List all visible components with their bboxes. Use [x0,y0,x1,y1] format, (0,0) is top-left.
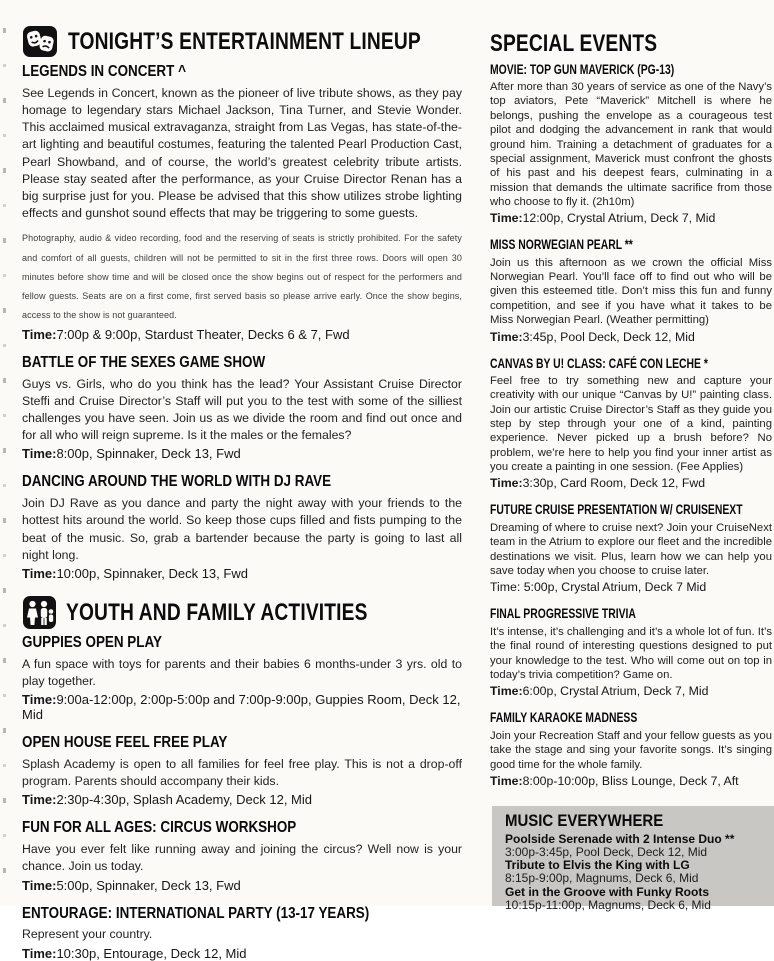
event-fine-print: Photography, audio & video recording, food and the reserving of seats is strictly prohibited. For the safety and comfort of all guests, children will not be permitted to sit in the first three rows. Doors will open 30 minutes before show time and will be closed once the show begins out of respect for the performers and fellow guests. Seats are on a first come, first served basis so please arrive early. Once the show begins, access to the show is not guaranteed. [22,233,462,320]
event [490,501,772,594]
event [22,904,462,961]
music-entry-name: Poolside Serenade with 2 Intense Duo ** [505,831,735,846]
event-time [22,792,462,807]
event-time [490,684,772,698]
event-description: After more than 30 years of service as one of the Navy’s top aviators, Pete “Maverick” Mitchell is where he belongs, pushing the envelope as a courageous test pilot and dodging the advancement in rank that would ground him. Training a detachment of graduates for a special assignment, Maverick must confront the ghosts of his past and his deepest fears, culminating in a mission that demands the ultimate sacrifice from those who choose to fly it. (2h10m) [490,81,772,208]
time-value: 9:00a-12:00p, 2:00p-5:00p and 7:00p-9:00p, Guppies Room, Deck 12, Mid [22,692,461,723]
event-title: MOVIE: TOP GUN MAVERICK (PG-13) [490,61,675,77]
event-description: See Legends in Concert, known as the pioneer of live tribute shows, as they pay homage to legendary stars Michael Jackson, Tina Turner, and Stevie Wonder. This acclaimed musical extravaganza, straight from Las Vegas, has state-of-the-art lighting and beautiful costumes, featuring the talented Pearl Production Cast, Pearl Showband, and of course, the world’s greatest celebrity tribute artists. Please stay seated after the performance, as your Cruise Director Renan has a big surprise just for you. Please be advised that this show utilizes strobe lighting effects and gunshot sound effects that may be triggering to some guests. [22,85,462,221]
event-title: FAMILY KARAOKE MADNESS [490,710,638,726]
time-value: 10:00p, Spinnaker, Deck 13, Fwd [56,566,248,582]
event-title: MISS NORWEGIAN PEARL ** [490,237,633,253]
event-title: GUPPIES OPEN PLAY [22,634,162,652]
event-time: Time: 5:00p, Crystal Atrium, Deck 7 Mid [490,580,707,595]
time-label: Time: [490,211,523,226]
event-title: ENTOURAGE: INTERNATIONAL PARTY (13-17 YEARS) [22,904,370,922]
event-title: DANCING AROUND THE WORLD WITH DJ RAVE [22,473,332,491]
time-label: Time: [22,945,57,961]
event-time [22,566,462,581]
event [22,472,462,581]
music-entry-name: Get in the Groove with Funky Roots [505,884,710,899]
time-value: 12:00p, Crystal Atrium, Deck 7, Mid [522,211,716,226]
music-entry-time: 10:15p-11:00p, Magnums, Deck 6, Mid [505,897,711,912]
time-label: Time: [490,684,523,699]
event-description: Join your Recreation Staff and your fellow guests as you take the stage and sing your favorite songs. It’s singing good time for the whole family. [490,729,772,771]
event-title: OPEN HOUSE FEEL FREE PLAY [22,734,228,752]
event-time [22,878,462,893]
event-time [490,330,772,344]
event-time [22,692,462,722]
section-title: YOUTH AND FAMILY ACTIVITIES [66,598,368,626]
event [22,62,462,342]
section-header [22,595,462,630]
time-label: Time: [22,326,57,342]
time-value: 3:30p, Card Room, Deck 12, Fwd [522,476,706,491]
left-column [22,24,462,961]
event-description: Join DJ Rave as you dance and party the night away with your friends to the hottest hits around the world. So keep those cups filled and fists pumping to the beat of the music. So, grab a bartender because the party is going to last all night long. [22,496,462,562]
event-title: FUTURE CRUISE PRESENTATION W/ CRUISENEXT [490,502,743,518]
event-description: Have you ever felt like running away and joining the circus? Well now is your chance. Join us today. [22,842,462,874]
music-everywhere-title: MUSIC EVERYWHERE [505,811,664,830]
music-entry-time: 3:00p-3:45p, Pool Deck, Deck 12, Mid [505,844,708,859]
time-label: Time: [22,877,57,893]
event-title: LEGENDS IN CONCERT ^ [22,63,186,80]
event-description: Dreaming of where to cruise next? Join your CruiseNext team in the Atrium to explore our fleet and the incredible destinations we visit. Plus, learn how we can help you save today when you choose to cruise later. [490,522,772,578]
music-everywhere-box [492,806,774,912]
event [490,355,772,491]
event-time [22,446,462,461]
section-events [22,633,462,961]
music-entry-name: Tribute to Elvis the King with LG [505,858,690,873]
section-title: SPECIAL EVENTS [490,30,658,57]
event [490,236,772,343]
event-time [490,211,772,225]
event-description: Feel free to try something new and capture your creativity with our unique “Canvas by U!” painting class. Join our artistic Cruise Director’s Staff as they guide you step by step through your one of a kind, painting experience. Never picked up a brush before? No problem, we’re here to help you find your inner artist as you create a painting in one session. (Fee Applies) [490,375,772,474]
theater-masks-icon [22,24,59,59]
event [490,709,772,788]
section-header [22,24,462,59]
event [490,61,772,226]
event-time [490,476,772,490]
time-label: Time: [22,446,57,462]
time-label: Time: [22,566,57,582]
time-value: 5:00p, Spinnaker, Deck 13, Fwd [56,877,241,893]
time-value: 8:00p-10:00p, Bliss Lounge, Deck 7, Aft [522,773,739,788]
section-events [22,62,462,581]
event [22,818,462,892]
time-label: Time: [22,792,57,808]
right-column [490,30,772,788]
time-label: Time: [490,773,523,788]
event-description: It’s intense, it’s challenging and it’s a whole lot of fun. It’s the final round of interesting questions designed to put your knowledge to the test. Who will come out on top in today’s trivia competition? Game on. [490,625,772,681]
time-label: Time: [490,476,523,491]
family-icon [22,595,57,630]
time-value: 2:30p-4:30p, Splash Academy, Deck 12, Mid [56,792,313,808]
section-header [490,30,772,58]
time-label: Time: [490,329,523,344]
event [22,633,462,722]
event-description: Splash Academy is open to all families for feel free play. This is not a drop-off program. Parents should accompany their kids. [22,757,462,789]
event-title: BATTLE OF THE SEXES GAME SHOW [22,353,266,371]
time-value: 8:00p, Spinnaker, Deck 13, Fwd [56,446,241,462]
event-description: Guys vs. Girls, who do you think has the lead? Your Assistant Cruise Director Steffi and Cruise Director’s Staff will put you to the test with some of the silliest challenges you have seen. Join us as we divide the room and find out once and for all who will reign supreme. Is it the males or the females? [22,376,462,443]
event-title: FUN FOR ALL AGES: CIRCUS WORKSHOP [22,819,297,837]
time-value: 3:45p, Pool Deck, Deck 12, Mid [522,329,695,344]
event-description: Represent your country. [22,927,153,942]
section-events [490,61,772,788]
time-value: 7:00p & 9:00p, Stardust Theater, Decks 6 & 7, Fwd [56,326,350,342]
music-entries [505,833,768,913]
event [490,605,772,698]
scan-noise [3,28,6,878]
event [22,353,462,462]
event-time [22,946,462,961]
event-time [22,327,462,342]
event-title: FINAL PROGRESSIVE TRIVIA [490,606,636,622]
time-value: 6:00p, Crystal Atrium, Deck 7, Mid [522,684,709,699]
event-time [490,774,772,788]
music-entry-time: 8:15p-9:00p, Magnums, Deck 6, Mid [505,871,699,886]
event-description: A fun space with toys for parents and their babies 6 months-under 3 yrs. old to play together. [22,656,462,689]
section-title: TONIGHT’S ENTERTAINMENT LINEUP [68,27,421,55]
event [22,733,462,807]
time-value: 10:30p, Entourage, Deck 12, Mid [56,945,247,961]
event-description: Join us this afternoon as we crown the official Miss Norwegian Pearl. You’ll face off to find out who will be given this esteemed title. Don’t miss this fun and funny competition, and see if you have what it takes to be Miss Norwegian Pearl. (Weather permitting) [490,256,772,327]
time-label: Time: [22,692,57,708]
event-title: CANVAS BY U! CLASS: CAFÉ CON LECHE * [490,355,708,371]
